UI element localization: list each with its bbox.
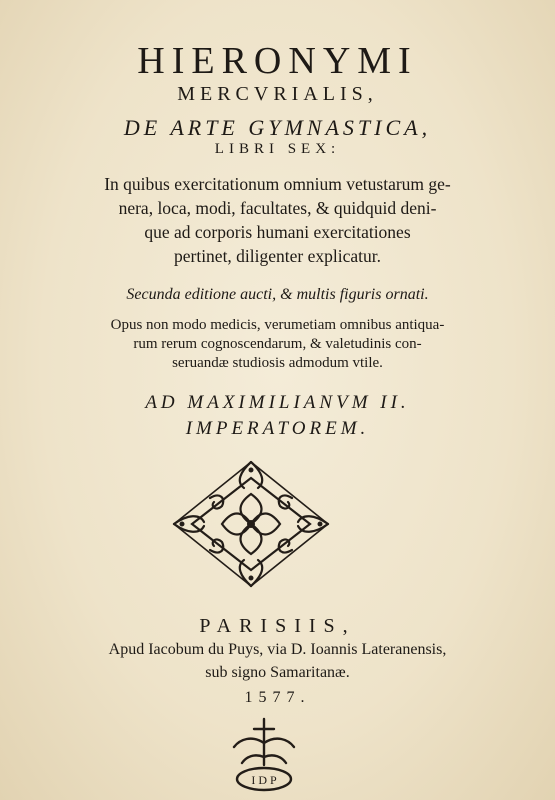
author-given-name: HIERONYMI bbox=[137, 40, 418, 82]
audience-line: rum rerum cognoscendarum, & valetudinis con- bbox=[133, 336, 422, 352]
description-line: In quibus exercitationum omnium vetustarum ge- bbox=[104, 174, 451, 194]
author-family-name: MERCVRIALIS, bbox=[177, 83, 378, 105]
imprint-place: PARISIIS, bbox=[199, 615, 356, 637]
printer-mark-initials: I D P bbox=[251, 773, 277, 787]
imprint-publisher-line: sub signo Samaritanæ. bbox=[205, 664, 350, 681]
audience-line: seruandæ studiosis admodum vtile. bbox=[172, 355, 383, 371]
work-title: DE ARTE GYMNASTICA, bbox=[123, 115, 432, 140]
printer-mark-icon bbox=[224, 713, 304, 795]
description-line: que ad corporis humani exercitationes bbox=[144, 222, 411, 242]
edition-note: Secunda editione aucti, & multis figuris ornati. bbox=[126, 286, 429, 303]
audience-line: Opus non modo medicis, verumetiam omnibus antiqua- bbox=[110, 317, 445, 333]
imprint-publisher-line: Apud Iacobum du Puys, via D. Ioannis Lateranensis, bbox=[108, 641, 447, 658]
description-line: nera, loca, modi, facultates, & quidquid deni- bbox=[118, 198, 437, 218]
imprint-year: 1577. bbox=[244, 689, 311, 706]
dedication-line: IMPERATOREM. bbox=[185, 418, 370, 439]
fleuron-ornament-icon bbox=[170, 458, 332, 590]
books-count: LIBRI SEX: bbox=[214, 141, 341, 157]
description-line: pertinet, diligenter explicatur. bbox=[173, 246, 381, 266]
dedication-line: AD MAXIMILIANVM II. bbox=[145, 392, 410, 413]
